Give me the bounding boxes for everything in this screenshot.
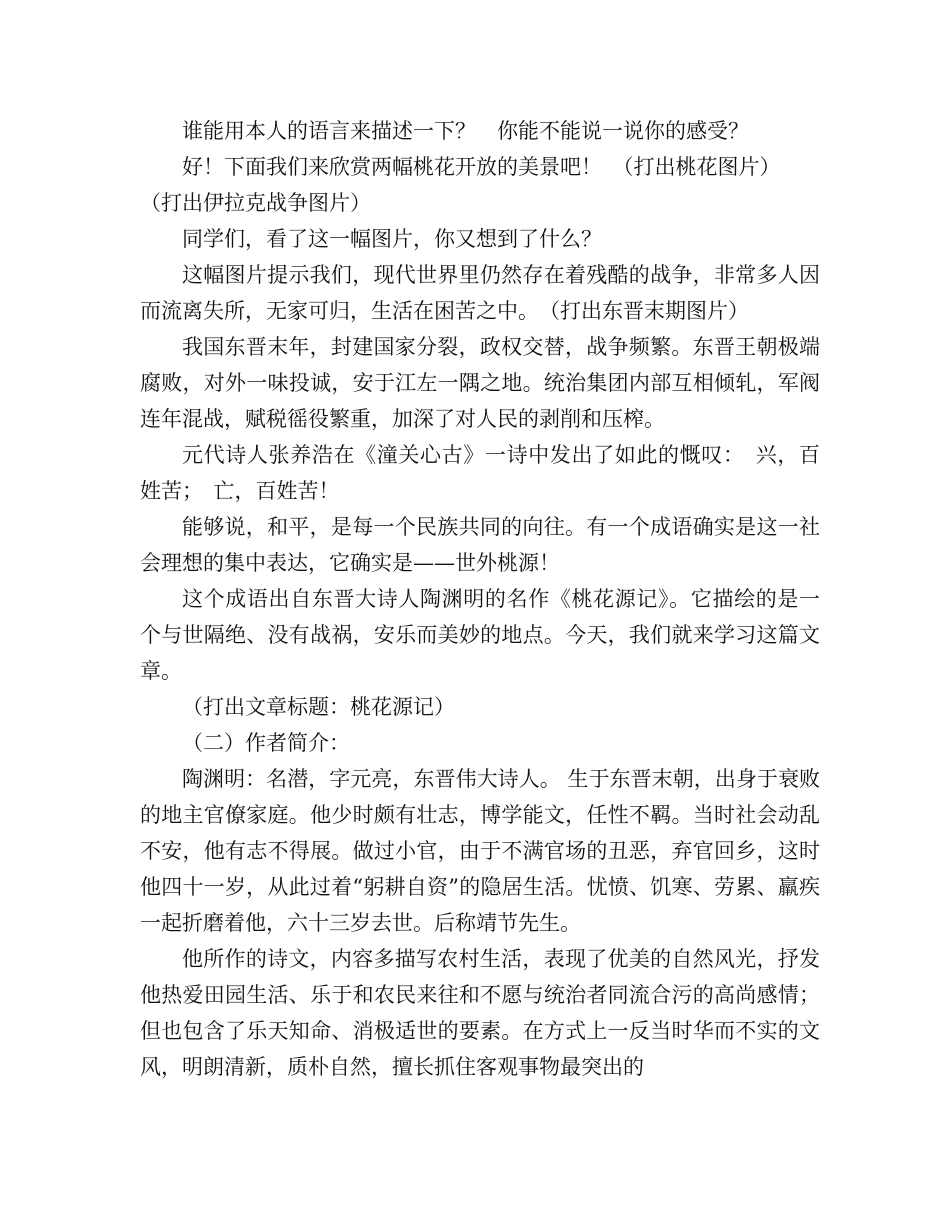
paragraph-cruel-war: 这幅图片提示我们，现代世界里仍然存在着残酷的战争，非常多人因而流离失所，无家可归，生活在困苦之中。 （打出东晋末期图片） (140, 263, 820, 323)
paragraph-tao-yuanming-bio: 陶渊明：名潜，字元亮，东晋伟大诗人。 生于东晋末朝，出身于衰败的地主官僚家庭。他少时颇有壮志，博学能文，任性不羁。当时社会动乱不安，他有志不得展。做过小官，由于不满官场的丑恶，弃官回乡，这时他四十一岁，从此过着“躬耕自资”的隐居生活。忧愤、饥寒、劳累、羸疾一起折磨着他，六十三岁去世。后称靖节先生。 (140, 767, 820, 935)
paragraph-describe-question: 谁能用本人的语言来描述一下？ 你能不能说一说你的感受？ (182, 119, 749, 143)
paragraph-eastern-jin: 我国东晋末年，封建国家分裂，政权交替，战争频繁。东晋王朝极端腐败，对外一味投诚，安于江左一隅之地。统治集团内部互相倾轧，军阀连年混战，赋税徭役繁重，加深了对人民的剥削和压榨。 (140, 335, 820, 431)
document-body (140, 113, 820, 1085)
paragraph-title-display: （打出文章标题：桃花源记） (182, 695, 455, 719)
paragraph-iraq-war-image: （打出伊拉克战争图片） (140, 191, 371, 215)
paragraph-poetry-style: 他所作的诗文，内容多描写农村生活，表现了优美的自然风光，抒发他热爱田园生活、乐于和农民来往和不愿与统治者同流合污的高尚感情；但也包含了乐天知命、消极适世的要素。在方式上一反当时华而不实的文风，明朗清新，质朴自然，擅长抓住客观事物最突出的 (140, 947, 820, 1079)
paragraph-peace: 能够说，和平，是每一个民族共同的向往。有一个成语确实是这一社会理想的集中表达，它确实是——世外桃源！ (140, 515, 820, 575)
paragraph-peach-blossom: 好！下面我们来欣赏两幅桃花开放的美景吧！ （打出桃花图片） (182, 155, 781, 179)
paragraph-idiom-origin: 这个成语出自东晋大诗人陶渊明的名作《桃花源记》。它描绘的是一个与世隔绝、没有战祸，安乐而美妙的地点。今天，我们就来学习这篇文章。 (140, 587, 820, 683)
paragraph-zhang-yanghao: 元代诗人张养浩在《潼关心古》一诗中发出了如此的慨叹： 兴，百姓苦； 亡，百姓苦！ (140, 443, 820, 503)
section-heading-author-intro: （二）作者简介： (182, 731, 350, 755)
paragraph-what-do-you-think: 同学们，看了这一幅图片，你又想到了什么？ (182, 227, 602, 251)
